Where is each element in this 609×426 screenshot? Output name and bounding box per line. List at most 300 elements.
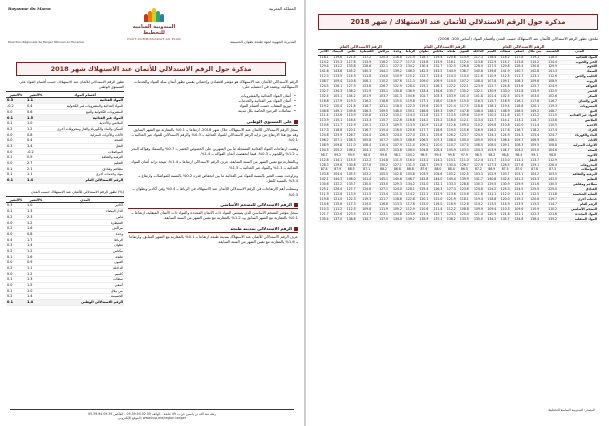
table-cell: 125.9 (526, 188, 544, 193)
table-cell: 1.3 (26, 208, 46, 214)
column-header: المدن (561, 49, 598, 55)
table-cell: 0.1 (6, 155, 26, 161)
table-cell: 148.8 (417, 109, 431, 114)
table-cell: 115.3 (330, 60, 345, 65)
paragraph: وبالمقارنة مع نفس الشهر من السنة السابقة، عرف الرقم الاستدلالي ارتفاعا بـ 1.4%، نتيجة تزايد أثمان المواد الغذائية بـ 1.1% والمواد غير الغذائية بـ 1.5%. (131, 160, 298, 170)
table-cell: 130.6 (526, 65, 544, 70)
table-cell: 125.9 (330, 134, 345, 139)
table-cell: 121.9 (404, 55, 417, 60)
table-cell: 133.3 (446, 182, 456, 187)
table-cell: 126.7 (376, 85, 391, 90)
table-cell: 109.4 (487, 206, 497, 211)
column-header: البيضاء (332, 49, 343, 54)
row-label: خدمات أخرى (561, 197, 598, 202)
table-cell: 1.3 (26, 277, 46, 283)
table-cell: 99.2 (330, 153, 345, 158)
table-cell: 0.1 (6, 120, 26, 126)
row-label: مواد وخدمات أخرى (46, 172, 124, 178)
table-cell: 112.8 (458, 202, 472, 207)
table-cell: 0.0 (6, 260, 26, 266)
table-cell: 0.1 (6, 208, 26, 214)
table-cell: 112.6 (330, 114, 345, 119)
table-cell: 142.8 (417, 178, 431, 183)
bullet-item: • توزيع النفقات حسب أقسام المواد (128, 104, 298, 109)
table-cell: 107.8 (487, 79, 497, 84)
table-cell: 109.6 (526, 80, 544, 85)
table-cell: 124.5 (319, 84, 329, 89)
table-cell: 115.9 (458, 55, 472, 60)
row-label: مطاعم وفنادق (46, 166, 124, 172)
table-cell: 118.7 (417, 55, 431, 60)
table-cell: 122.3 (404, 104, 417, 109)
table-cell: 112.2 (417, 192, 431, 197)
logo-text-ar: المندوبية السامية للتخطيط (132, 24, 176, 36)
table-cell: 126.3 (431, 188, 445, 193)
row-label: المواصلات (561, 168, 598, 173)
table-cell: 127.2 (446, 84, 456, 89)
table-cell: 106.4 (498, 139, 512, 144)
table-cell: 114.3 (446, 74, 456, 79)
table-cell: 1.2 (26, 248, 46, 254)
table-cell: 0.1 (6, 288, 26, 294)
table-cell: 112.5 (498, 75, 512, 80)
table-cell: 130.2 (458, 89, 472, 94)
table-cell: 108.8 (458, 207, 472, 212)
department-ar: المديرية الجهوية لجهة طنجة تطوان الحسيمة (230, 40, 296, 44)
table-cell: 107.1 (330, 139, 345, 144)
table-cell: 110.6 (417, 207, 431, 212)
table-cell: 115.6 (458, 129, 472, 134)
table-cell: 118.0 (392, 103, 402, 108)
table-cell: 130.8 (346, 162, 356, 167)
table-cell: 118.9 (446, 98, 456, 103)
table-cell: 127.3 (392, 64, 402, 69)
table-cell: 113.5 (330, 75, 345, 80)
square-bullet-icon (294, 227, 298, 231)
table-cell: 1.0 (26, 288, 46, 294)
table-cell: 0.1 (6, 254, 26, 260)
column-header: مراكش (376, 49, 391, 55)
row-label: النقل (46, 143, 124, 149)
table-cell: 114.3 (404, 114, 417, 119)
table-cell: 129.4 (319, 64, 329, 69)
table-cell: 121.7 (376, 197, 391, 202)
table-cell: 105.8 (357, 139, 376, 144)
table-cell: 111.0 (458, 158, 472, 163)
table-cell: 136.2 (346, 88, 356, 93)
table-cell: 110.5 (446, 79, 456, 84)
table-cell: 115.1 (330, 119, 345, 124)
table-cell: 104.2 (346, 93, 356, 98)
table-cell: 124.7 (544, 134, 561, 139)
table-cell: 125.3 (498, 188, 512, 193)
table-cell: 137.0 (330, 217, 345, 222)
table-cell: 124.4 (357, 134, 376, 139)
table-cell: 107.6 (392, 79, 402, 84)
table-cell: 113.9 (512, 202, 525, 207)
table-cell: 109.1 (498, 80, 512, 85)
row-label: التضخم الأساسي (561, 207, 598, 212)
table-cell: 113.2 (376, 114, 391, 119)
table-cell: 133.0 (498, 89, 512, 94)
paragraph: وسجلت أهم الارتفاعات في الرقم الاستدلالي للأثمان عند الاستهلاك في الرباط بـ 0.4% وفي أكادير وتطوان بـ 0.3%. (132, 187, 298, 197)
table-cell: 125.4 (526, 134, 544, 139)
table-cell: 103.9 (487, 147, 497, 152)
table-cell: 0.2 (6, 214, 26, 220)
section-heading: الرقم الاستدلالي بمدينة طنجة (128, 226, 298, 233)
table-cell: 116.9 (471, 129, 485, 134)
table-cell: 86.9 (486, 168, 498, 173)
table-cell: 113.6 (471, 60, 485, 65)
table-cell: 112.4 (471, 158, 485, 163)
table-cell: 121.1 (512, 212, 525, 217)
table-cell: 121.4 (446, 103, 456, 108)
table2-header: المدن (46, 197, 124, 203)
row-label: الترفيه والثقافة (561, 173, 598, 178)
row-label: الفواكه (561, 85, 598, 90)
table-cell: 116.7 (544, 99, 561, 104)
page-footer (10, 409, 294, 420)
section-heading: الرقم الاستدلالي للتضخم الأساسي (128, 202, 298, 209)
table-cell: 110.9 (487, 74, 497, 79)
table-cell: 146.3 (404, 70, 417, 75)
table-cell: 128.4 (404, 85, 417, 90)
table-cell: 113.1 (526, 75, 544, 80)
table-cell: 129.6 (330, 163, 345, 168)
table-cell: 132.1 (376, 65, 391, 70)
table-cell: 111.7 (487, 157, 497, 162)
table-cell: 114.0 (376, 75, 391, 80)
table-cell: 110.0 (431, 143, 445, 148)
section-heading: على المستوى الوطني (128, 119, 298, 126)
table-cell: 110.5 (544, 124, 561, 129)
table-cell: 110.2 (487, 113, 497, 118)
table-cell: 110.9 (417, 124, 431, 129)
table-cell: 116.8 (404, 119, 417, 124)
table-cell: 149.8 (346, 108, 356, 113)
table-cell: 117.2 (357, 55, 376, 60)
table-cell: 121.9 (446, 196, 456, 201)
row-label: أكادير (46, 203, 124, 209)
table-cell: 118.0 (431, 99, 445, 104)
row-label: الأدوية (561, 153, 598, 158)
table-cell: 0.8 (26, 231, 46, 237)
table-cell: 141.4 (357, 178, 376, 183)
table-cell: 134.3 (330, 89, 345, 94)
table-cell: 125.7 (526, 85, 544, 90)
table-cell: 107.9 (392, 142, 402, 147)
table-cell: 121.8 (346, 103, 356, 108)
table-cell: 87.5 (498, 168, 512, 173)
table-cell: 0.3 (6, 143, 26, 149)
table2-caption: تطور الرقم الاستدلالي للأثمان عند الاستهلاك حسب المدن (%) (31, 189, 124, 194)
table-cell: 110.1 (392, 113, 402, 118)
table-cell: 120.1 (346, 128, 356, 133)
table-cell: 126.7 (458, 163, 472, 168)
table-cell: 0.4 (6, 237, 26, 243)
table-cell: 139.6 (487, 69, 497, 74)
table-cell: 118.1 (487, 103, 497, 108)
national-table (6, 91, 124, 184)
table-cell: 87.6 (417, 168, 431, 173)
table-cell: 109.5 (392, 123, 402, 128)
table-cell: 105.2 (446, 172, 456, 177)
table-cell: 111.3 (512, 192, 525, 197)
table-cell: 87.0 (512, 168, 525, 173)
table-cell: 132.5 (544, 89, 561, 94)
table-cell: 105.0 (376, 173, 391, 178)
table-cell: 0.3 (6, 203, 26, 209)
table-cell: 109.6 (458, 114, 472, 119)
table-cell: 118.1 (319, 54, 329, 59)
table-row (6, 299, 124, 305)
table-cell: 114.1 (498, 119, 512, 124)
row-label: السكن والماء والكهرباء والغاز ومحروقات أخرى (46, 126, 124, 132)
row-label: الأدوات المنزلية (561, 143, 598, 148)
table-cell: 116.0 (446, 118, 456, 123)
table-cell: 119.5 (446, 128, 456, 133)
table-cell: 133.7 (346, 182, 356, 187)
table-cell: 131.3 (404, 163, 417, 168)
table-cell: 148.7 (544, 109, 561, 114)
table2-header: التغير% (26, 197, 46, 203)
table-cell: 117.7 (417, 129, 431, 134)
column-header: طنجة (445, 49, 457, 55)
table-cell: 110.9 (526, 207, 544, 212)
table-cell: 103.5 (458, 148, 472, 153)
table-cell: 125.0 (544, 188, 561, 193)
table-cell: 114.7 (498, 60, 512, 65)
table-cell: 130.3 (471, 183, 485, 188)
table-cell: 124.0 (392, 133, 402, 138)
table-cell: 118.6 (512, 104, 525, 109)
table-cell: 0.8 (26, 132, 46, 138)
table-cell: 122.3 (346, 196, 356, 201)
table-cell: 113.2 (417, 158, 431, 163)
table-cell: 125.2 (417, 85, 431, 90)
table-cell: 105.9 (471, 139, 485, 144)
table-cell: 144.1 (376, 70, 391, 75)
table-cell: 128.7 (417, 163, 431, 168)
table-cell: 149.2 (526, 109, 544, 114)
column-header: العيون (459, 49, 470, 54)
table-cell: 112.9 (487, 59, 497, 64)
table-cell: 116.7 (357, 129, 376, 134)
table-cell: 122.6 (330, 212, 345, 217)
table-cell: 123.7 (458, 134, 472, 139)
table-cell: 113.9 (346, 113, 356, 118)
table-cell: 0.0 (6, 160, 26, 166)
table-cell: 87.3 (544, 168, 561, 173)
row-label: الدار البيضاء (46, 208, 124, 214)
table-cell: 119.2 (319, 103, 329, 108)
table-cell: 119.3 (346, 98, 356, 103)
table-cell: 106.4 (404, 148, 417, 153)
group-header: الرقم الاستدلالي العام (318, 44, 404, 49)
table-cell: 114.2 (471, 202, 485, 207)
table-cell: 109.2 (392, 206, 402, 211)
table-cell: 125.6 (431, 134, 445, 139)
table-cell: 116.2 (376, 60, 391, 65)
table-cell: 0.6 (26, 109, 46, 115)
column-header: بني ملال (526, 49, 544, 55)
table-cell: 116.7 (512, 129, 525, 134)
table-cell: 112.9 (346, 123, 356, 128)
table-cell: 113.4 (431, 75, 445, 80)
table-cell: 113.9 (319, 118, 329, 123)
table-cell: 113.9 (357, 60, 376, 65)
table-cell: 112.7 (417, 75, 431, 80)
table-cell: 126.3 (376, 134, 391, 139)
table-cell: 0.2 (6, 265, 26, 271)
table-cell: 108.0 (487, 142, 497, 147)
table-cell: 119.7 (544, 197, 561, 202)
table-cell: 0.2 (6, 294, 26, 300)
table-cell: 144.3 (330, 178, 345, 183)
logo-bars-icon (143, 8, 165, 22)
table-cell: 103.2 (357, 173, 376, 178)
table-cell: 101.3 (392, 93, 402, 98)
table-cell: 129.9 (512, 183, 525, 188)
table-cell: 111.0 (346, 142, 356, 147)
table-cell: 116.9 (446, 201, 456, 206)
table-cell: 113.8 (512, 60, 525, 65)
table-cell: 98.5 (471, 153, 485, 158)
source-note: المصدر: المندوبية السامية للتخطيط (548, 408, 595, 412)
column-header: الحسيمة (544, 49, 561, 55)
table-cell: 124.0 (392, 187, 402, 192)
table-cell: 116.2 (357, 99, 376, 104)
row-label: المحروقات (561, 163, 598, 168)
table-cell: 129.9 (544, 65, 561, 70)
table-cell: 104.6 (431, 173, 445, 178)
table-cell: 109.9 (431, 80, 445, 85)
table-cell: 119.4 (431, 55, 445, 60)
table-cell: 140.8 (487, 177, 497, 182)
table-cell: 117.6 (346, 59, 356, 64)
table-cell: 105.7 (512, 139, 525, 144)
table-cell: 122.7 (431, 212, 445, 217)
table-cell: 149.7 (446, 108, 456, 113)
table-cell: 145.4 (446, 177, 456, 182)
table-cell: 101.4 (487, 93, 497, 98)
table-cell: 106.5 (417, 139, 431, 144)
table-cell: 105.2 (330, 148, 345, 153)
table-cell: 131.7 (431, 65, 445, 70)
row-label: التبغ (561, 109, 598, 114)
table-cell: 121.1 (376, 104, 391, 109)
bullet-item: • أثمان المواد غير الغذائية والخدمات (128, 99, 298, 104)
table-cell: 122.8 (404, 197, 417, 202)
table-cell: 0.2 (6, 248, 26, 254)
table-cell: 141.9 (498, 70, 512, 75)
table-cell: 124.1 (487, 133, 497, 138)
table-row (318, 217, 598, 222)
table-cell: 130.9 (487, 88, 497, 93)
table-cell: 1.5 (26, 115, 46, 121)
table-cell: 111.2 (330, 207, 345, 212)
table-cell: 137.9 (376, 217, 391, 222)
row-label: المواد غير الغذائية (561, 114, 598, 119)
annex-title: مذكرة حول الرقم الاستدلالي للأثمان عند الاستهلاك / شهر 2018 (318, 14, 598, 30)
table-cell: 106.9 (526, 139, 544, 144)
table-cell: 116.3 (471, 99, 485, 104)
row-label: المواد الغذائية والمشروبات غير الكحولية (46, 103, 124, 109)
table-cell: 105.0 (458, 139, 472, 144)
table-cell: 120.1 (526, 104, 544, 109)
row-label: سطات (46, 277, 124, 283)
row-label: الحليب والجبن (561, 75, 598, 80)
table-cell: 88.5 (345, 168, 357, 173)
table-cell: 108.3 (346, 138, 356, 142)
table-cell: 121.6 (544, 212, 561, 217)
row-label: الداخلة (46, 265, 124, 271)
table-cell: 131.0 (417, 183, 431, 188)
table-cell: 98.9 (417, 153, 431, 158)
table-cell: 144.0 (431, 178, 445, 183)
table-cell: 148.0 (392, 108, 402, 113)
table-cell: 149.3 (431, 109, 445, 114)
paragraph: عرف الرقم الاستدلالي للأثمان عند الاستهلاك بمدينة طنجة ارتفاعا بـ 0.1% بالمقارنة مع الشهر السابق، وارتفاعا بـ 1.6% بالمقارنة مع نفس الشهر من السنة السابقة. (129, 234, 298, 244)
column-header: فاس (345, 49, 357, 55)
table-cell: 0.1 (6, 172, 26, 178)
table-cell: 0.2 (6, 225, 26, 231)
row-label: الخضر (561, 89, 598, 94)
table-cell: 134.2 (487, 216, 497, 221)
table-cell: 102.8 (392, 172, 402, 177)
table-cell: 112.4 (458, 60, 472, 65)
table-cell: 135.0 (471, 217, 485, 222)
table-cell: 110.2 (544, 207, 561, 212)
table-cell: 143.3 (526, 178, 544, 183)
table-cell: 115.2 (404, 75, 417, 80)
table-cell: 145.2 (346, 69, 356, 74)
table-cell: 134.6 (431, 89, 445, 94)
table-cell: 109.0 (458, 124, 472, 129)
table-cell: 142.0 (544, 178, 561, 183)
table-cell: 0.0 (6, 132, 26, 138)
row-label: الفنادق (561, 188, 598, 193)
text-column (128, 80, 298, 248)
table-cell: 103.3 (471, 173, 485, 178)
table-cell: 111.9 (319, 191, 329, 196)
table-cell: 125.1 (417, 134, 431, 139)
row-label: المواد الغذائية (46, 98, 124, 104)
table-cell: 112.2 (526, 114, 544, 119)
table-cell: 87.4 (318, 168, 330, 173)
table-cell: 143.2 (431, 70, 445, 75)
table-cell: 112.6 (446, 123, 456, 128)
right-page (305, 0, 609, 426)
table-cell: 131.8 (512, 89, 525, 94)
table-cell: 1.2 (26, 126, 46, 132)
table-cell: 99.8 (445, 153, 457, 158)
table-cell: 148.6 (319, 108, 329, 113)
table-cell: 130.8 (392, 88, 402, 93)
table-cell: 120.0 (498, 197, 512, 202)
table-cell: 117.9 (330, 99, 345, 104)
table-cell: 125.4 (417, 188, 431, 193)
table-cell: 124.5 (471, 134, 485, 139)
table-cell: 120.5 (431, 104, 445, 109)
table-cell: 114.8 (417, 60, 431, 65)
table-cell: 104.4 (330, 173, 345, 178)
table-cell: 116.1 (446, 59, 456, 64)
table-cell: 104.3 (471, 148, 485, 153)
column-header: أكادير (319, 49, 329, 54)
table-cell: 119.1 (526, 55, 544, 60)
table-cell: 110.7 (512, 114, 525, 119)
